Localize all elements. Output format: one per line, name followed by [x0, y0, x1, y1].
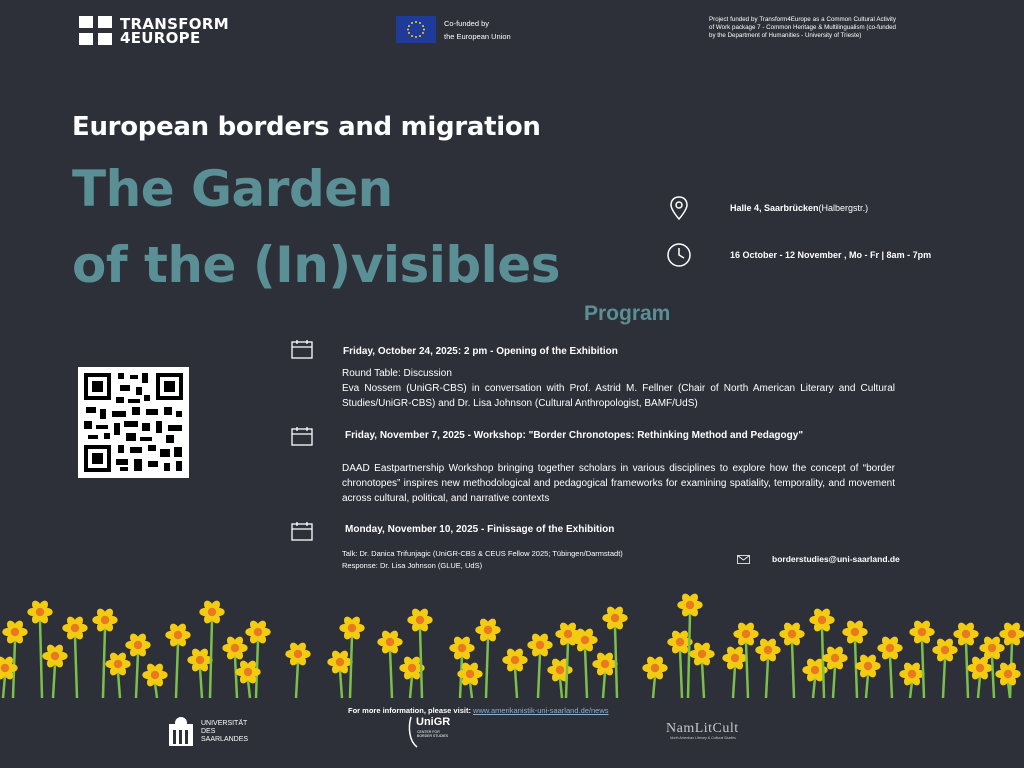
daffodil-icon [105, 651, 130, 698]
subtitle: European borders and migration [72, 112, 541, 142]
daffodil-icon [932, 637, 957, 698]
daffodil-icon [855, 653, 880, 698]
calendar-icon [291, 339, 313, 359]
daffodil-icon [327, 649, 352, 698]
event2-title: Friday, November 7, 2025 - Workshop: "Border Chronotopes: Rethinking Method and Pedagogy" [345, 430, 804, 441]
daffodil-icon [285, 641, 310, 698]
eu-funding [396, 16, 511, 43]
daffodil-icon [475, 617, 500, 698]
daffodil-icon [592, 651, 617, 698]
daffodil-icon [877, 635, 902, 698]
daffodil-icon [92, 607, 117, 698]
calendar-icon [291, 521, 313, 541]
more-info-prefix: For more information, please visit: [348, 706, 474, 715]
daffodil-icon [995, 661, 1020, 698]
daffodil-icon [642, 655, 667, 698]
event2-body: DAAD Eastpartnership Workshop bringing together scholars in various disciplines to explore how the concept of “border chronotopes” inspires new methodological and pedagogical frameworks for examining spatiality, temporality, and movement across cultural, political, and narrative contexts [342, 463, 895, 504]
namlitcult-logo [666, 722, 739, 740]
squares-logo-icon [79, 16, 112, 45]
location-street: (Halbergstr.) [818, 203, 869, 213]
event1-title: Friday, October 24, 2025: 2 pm - Opening of the Exhibition [343, 346, 618, 357]
daffodil-icon [689, 641, 714, 698]
daffodil-icon [755, 637, 780, 698]
daffodil-icon [502, 647, 527, 698]
daffodil-icon [602, 605, 627, 698]
dates-text: 16 October - 12 November , Mo - Fr | 8am - 7pm [730, 250, 932, 260]
daffodil-icon [999, 621, 1024, 698]
event3-line2: Response: Dr. Lisa Johnson (GLUE, UdS) [342, 561, 483, 570]
event1-details [342, 366, 895, 411]
event3-details [342, 548, 623, 572]
unigr-name: UniGR [416, 716, 451, 728]
location-pin-icon [666, 195, 692, 221]
eu-line2: the European Union [444, 31, 511, 41]
program-heading: Program [584, 302, 671, 325]
daffodil-icon [165, 622, 190, 698]
title-line2: of the (In)visibles [72, 236, 560, 294]
daffodil-icon [187, 647, 212, 698]
calendar-icon [291, 426, 313, 446]
transform4europe-logo [79, 16, 229, 45]
uds-seal-icon [167, 716, 195, 748]
envelope-icon [737, 555, 750, 564]
qr-code-icon[interactable] [78, 367, 189, 478]
daffodil-icon [547, 657, 572, 698]
logo-line2: 4EUROPE [120, 28, 201, 47]
daffodil-icon [967, 655, 992, 698]
daffodil-icon [909, 619, 934, 698]
namlitcult-name: NamLitCult [666, 721, 739, 736]
clock-icon [666, 242, 692, 268]
uds-line2: DES [201, 728, 216, 735]
daffodil-icon [899, 661, 924, 698]
daffodil-icon [42, 643, 67, 698]
location-name: Halle 4, Saarbrücken [730, 203, 819, 213]
daffodil-icon [142, 662, 167, 698]
more-info-link[interactable]: www.amerikanistik-uni-saarland.de/news [473, 706, 609, 715]
email-contact[interactable] [737, 554, 900, 564]
namlitcult-sub: North American Literary & Cultural Studies [670, 736, 736, 740]
email-address[interactable]: borderstudies@uni-saarland.de [772, 554, 900, 564]
uds-line3: SAARLANDES [201, 736, 249, 743]
funding-note: Project funded by Transform4Europe as a Common Cultural Activity of Work package 7 - Common Heritage & Multilingualism (co-funded by the Department of Humanities - University of Trieste) [709, 16, 896, 39]
location-row [666, 195, 868, 221]
daffodil-icon [779, 621, 804, 698]
daffodil-icon [377, 629, 402, 698]
unigr-logo [407, 715, 451, 749]
title-line1: The Garden [72, 160, 393, 218]
uds-line1: UNIVERSITÄT [201, 720, 248, 727]
uds-logo [167, 716, 248, 748]
unigr-sub: CENTER FOR BORDER STUDIES [417, 730, 449, 738]
logo-line1: TRANSFORM [120, 14, 229, 33]
event1-line1: Round Table: Discussion [342, 368, 452, 379]
daffodil-icon [555, 621, 580, 698]
daffodil-icon [722, 645, 747, 698]
eu-line1: Co-funded by [444, 18, 490, 28]
event1-body: Eva Nossem (UniGR-CBS) in conversation with Prof. Astrid M. Fellner (Chair of North American Literary and Cultural Studies/UniGR-CBS) and Dr. Lisa Johnson (Cultural Anthropologist, BAMF/UdS) [342, 383, 895, 409]
daffodil-icon [527, 632, 552, 698]
eu-flag-icon [396, 16, 436, 43]
event3-title: Monday, November 10, 2025 - Finissage of the Exhibition [345, 524, 615, 535]
dates-row [666, 242, 931, 268]
event3-line1: Talk: Dr. Danica Trifunjagic (UniGR-CBS & CEUS Fellow 2025; Tübingen/Darmstadt) [342, 549, 623, 558]
daffodil-icon [199, 599, 224, 698]
daffodil-field [0, 590, 1024, 700]
more-info [348, 706, 609, 715]
